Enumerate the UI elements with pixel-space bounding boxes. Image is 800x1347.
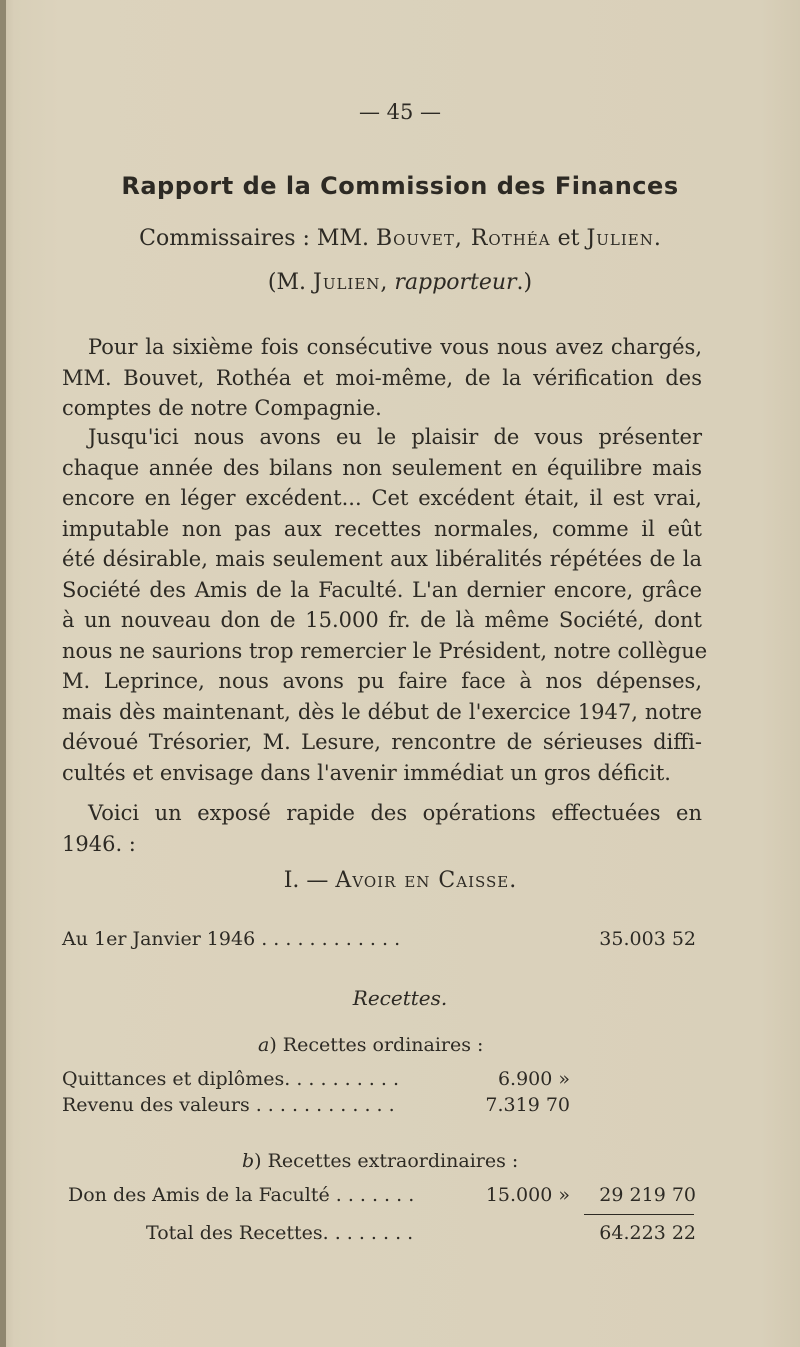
opening-balance-label: Au 1er Janvier 1946 . . . . . . . . . . . . — [62, 928, 401, 950]
paragraph-line: été désirable, mais seulement aux libéralités répétées de la — [62, 547, 702, 571]
paragraph-line: cultés et envisage dans l'avenir immédiat un gros déficit. — [62, 760, 671, 785]
commissioners-line: Commissaires : MM. Bouvet, Rothéa et Julien. — [139, 226, 661, 251]
ordinary-receipts-heading: a) Recettes ordinaires : — [258, 1034, 484, 1056]
paragraph-line: à un nouveau don de 15.000 fr. de là même Société, dont — [62, 608, 702, 632]
receipt-row-amount: 7.319 70 — [485, 1094, 570, 1116]
receipt-row-amount: 6.900 » — [497, 1068, 570, 1090]
paragraph-line: Voici un exposé rapide des opérations effectuées en — [88, 801, 702, 825]
paragraph-line: chaque année des bilans non seulement en équilibre mais — [62, 455, 702, 480]
paragraph-line: Jusqu'ici nous avons eu le plaisir de vous présenter — [88, 425, 702, 449]
paragraph-line: Pour la sixième fois consécutive vous nous avez chargés, — [88, 335, 702, 359]
paragraph-line: M. Leprince, nous avons pu faire face à nos dépenses, — [62, 669, 702, 693]
binding-edge — [0, 0, 6, 1347]
paragraph-line: Société des Amis de la Faculté. L'an dernier encore, grâce — [62, 577, 702, 602]
paragraph-line: 1946. : — [62, 831, 136, 856]
opening-balance-amount: 35.003 52 — [599, 928, 696, 950]
paragraph-line: comptes de notre Compagnie. — [62, 396, 382, 420]
paragraph-intro — [62, 332, 702, 424]
paragraph-line: nous ne saurions trop remercier le Président, notre collègue — [62, 638, 708, 663]
paragraph-line: dévoué Trésorier, M. Lesure, rencontre de sérieuses diffi- — [62, 730, 702, 754]
paragraph-line: encore en léger excédent... Cet excédent était, il est vrai, — [62, 486, 702, 510]
donation-row-label: Don des Amis de la Faculté . . . . . . . — [68, 1184, 415, 1206]
rapporteur-line: (M. Julien, rapporteur.) — [267, 270, 533, 295]
page-number: — 45 — — [358, 100, 442, 124]
total-receipts-label: Total des Recettes. . . . . . . . — [146, 1222, 414, 1244]
paragraph-line: imputable non pas aux recettes normales, comme il eût — [62, 516, 702, 541]
receipt-row-label: Revenu des valeurs . . . . . . . . . . . . — [62, 1094, 395, 1116]
paragraph-line: mais dès maintenant, dès le début de l'exercice 1947, notre — [62, 699, 702, 724]
recettes-heading: Recettes. — [352, 986, 448, 1010]
paragraph-exposé — [62, 798, 702, 859]
extraordinary-receipts-heading: b) Recettes extraordinaires : — [242, 1150, 519, 1172]
total-rule — [584, 1214, 694, 1215]
paragraph-line: MM. Bouvet, Rothéa et moi-même, de la vérification des — [62, 365, 702, 390]
total-receipts-amount: 64.223 22 — [599, 1222, 696, 1244]
donation-row-amount: 15.000 » — [485, 1184, 570, 1206]
receipt-row-label: Quittances et diplômes. . . . . . . . . . — [62, 1068, 399, 1090]
receipts-subtotal: 29 219 70 — [599, 1184, 696, 1206]
paragraph-body — [62, 422, 708, 788]
section-heading: I. — Avoir en Caisse. — [283, 868, 517, 893]
report-title: Rapport de la Commission des Finances — [121, 172, 679, 200]
